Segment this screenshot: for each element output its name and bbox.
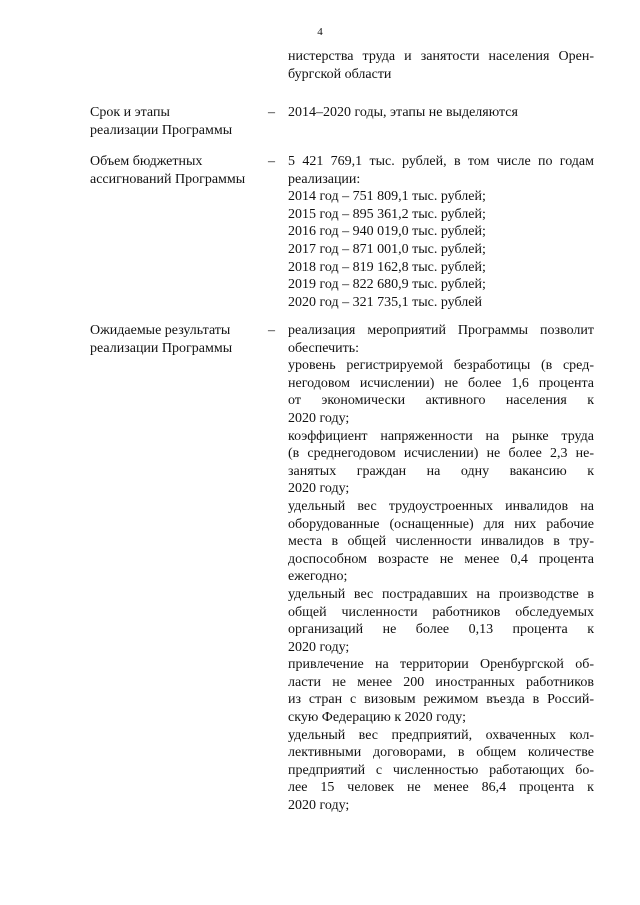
content-line: 2020 год – 321 735,1 тыс. рублей — [288, 294, 482, 310]
label-line: реализации Программы — [90, 340, 233, 356]
content-line: удельный вес трудоустроенных инвалидов на — [288, 498, 594, 514]
content-line: реализации: — [288, 171, 361, 187]
content-line: удельный вес предприятий, охваченных кол- — [288, 727, 594, 743]
content-line: обеспечить: — [288, 340, 359, 356]
content-line: из стран с визовым режимом въезда в Россий- — [288, 692, 594, 708]
label-line: реализации Программы — [90, 122, 233, 138]
row-label — [90, 153, 265, 188]
content-line: скую Федерацию к 2020 году; — [288, 710, 466, 726]
content-line: организаций не более 0,13 процента к — [288, 622, 594, 638]
content-line: 2019 год – 822 680,9 тыс. рублей; — [288, 277, 486, 293]
label-line: Срок и этапы — [90, 105, 170, 120]
content-line: реализация мероприятий Программы позволит — [288, 323, 594, 338]
label-line: Ожидаемые результаты — [90, 323, 231, 338]
row-content — [288, 48, 594, 83]
row-content — [288, 322, 594, 815]
page-number: 4 — [317, 26, 323, 38]
content-line: нистерства труда и занятости населения Орен- — [288, 49, 594, 64]
content-line: места в общей численности инвалидов в тру- — [288, 534, 594, 550]
content-line: 5 421 769,1 тыс. рублей, в том числе по годам — [288, 154, 594, 169]
row-content — [288, 104, 594, 122]
content-line: коэффициент напряженности на рынке труда — [288, 428, 594, 444]
content-line: 2020 году; — [288, 481, 350, 497]
content-line: уровень регистрируемой безработицы (в сред- — [288, 358, 594, 374]
content-line: 2014 год – 751 809,1 тыс. рублей; — [288, 189, 486, 205]
content-line: бургской области — [288, 66, 392, 82]
row-content — [288, 153, 594, 311]
content-line: предприятий с численностью работающих бо- — [288, 762, 594, 778]
content-line: 2020 году; — [288, 639, 350, 655]
row-label — [90, 322, 265, 357]
content-line: 2014–2020 годы, этапы не выделяются — [288, 105, 518, 120]
content-line: 2016 год – 940 019,0 тыс. рублей; — [288, 224, 486, 240]
content-line: негодовом исчислении) не более 1,6 процента — [288, 375, 594, 391]
content-line: лее 15 человек не менее 86,4 процента к — [288, 780, 594, 796]
content-line: ежегодно; — [288, 569, 348, 585]
content-line: доспособном возрасте не менее 0,4 процента — [288, 551, 594, 567]
content-line: привлечение на территории Оренбургской об- — [288, 657, 594, 673]
content-line: 2020 году; — [288, 798, 350, 814]
row-dash: – — [268, 105, 275, 120]
content-line: ласти не менее 200 иностранных работников — [288, 674, 594, 690]
content-line: 2018 год – 819 162,8 тыс. рублей; — [288, 259, 486, 275]
content-line: (в среднегодовом исчислении) не более 2,3 не- — [288, 446, 594, 462]
content-line: от экономически активного населения к — [288, 393, 594, 409]
content-line: 2017 год – 871 001,0 тыс. рублей; — [288, 241, 486, 257]
content-line: общей численности работников обследуемых — [288, 604, 594, 620]
row-label — [90, 104, 265, 139]
row-dash: – — [268, 154, 275, 169]
content-line: оборудованные (оснащенные) для них рабочие — [288, 516, 594, 532]
label-line: ассигнований Программы — [90, 171, 246, 187]
content-line: 2020 году; — [288, 410, 350, 426]
row-dash: – — [268, 323, 275, 338]
content-line: удельный вес пострадавших на производстве в — [288, 586, 594, 602]
content-line: 2015 год – 895 361,2 тыс. рублей; — [288, 206, 486, 222]
content-line: занятых граждан на одну вакансию к — [288, 463, 594, 479]
label-line: Объем бюджетных — [90, 154, 203, 169]
content-line: лективными договорами, в общем количестве — [288, 745, 594, 761]
